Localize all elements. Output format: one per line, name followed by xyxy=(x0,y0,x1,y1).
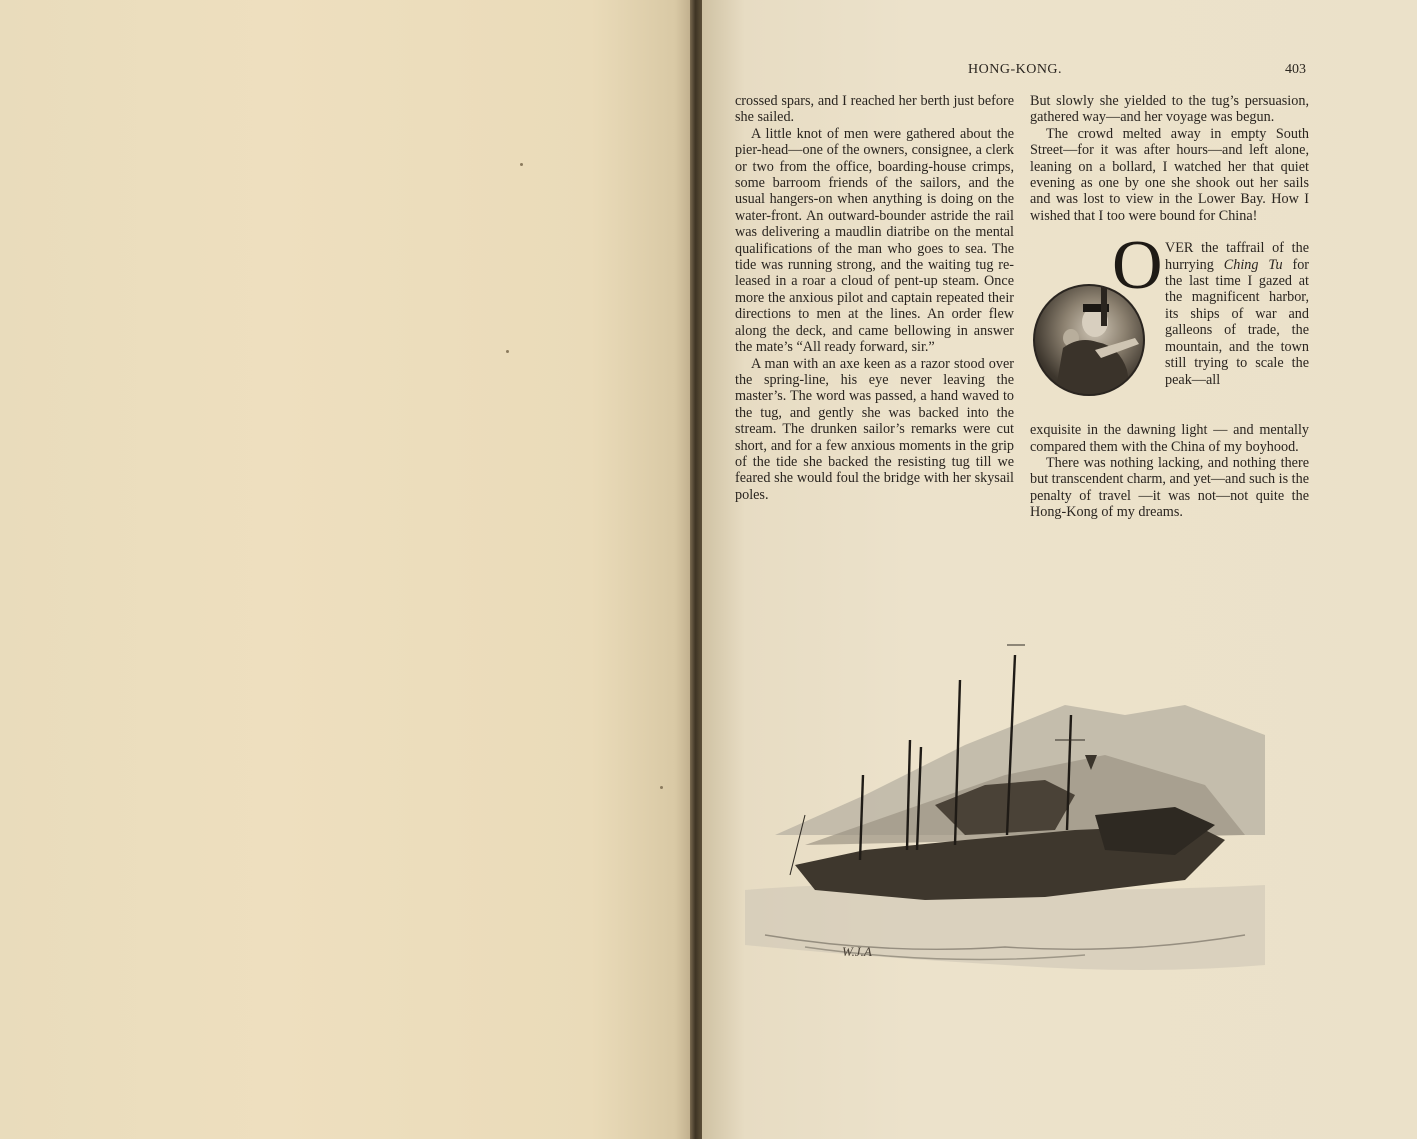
running-head: HONG-KONG. xyxy=(968,62,1063,77)
harbor-junks-illustration xyxy=(745,635,1265,975)
text-column-left xyxy=(735,93,1014,503)
paragraph-start: VER the taffrail of the hurrying xyxy=(1165,240,1309,273)
paragraph: exquisite in the dawning light — and mentally compared them with the China of my boyhood. xyxy=(1030,422,1309,455)
book-gutter xyxy=(690,0,702,1139)
drop-cap-paragraph xyxy=(1165,240,1309,388)
paragraph: The crowd melted away in empty South Street—for it was after hours—and left alone, leaning on a bollard, I watched her that quiet evening as one by one she shook out her sails and was lost to view in the Lower Bay. How I wished that I too were bound for China! xyxy=(1030,125,1309,224)
paper-speck xyxy=(520,163,523,166)
paragraph-middle: for the last time I gazed at the magnificent harbor, its ships of war and galleons of trade, the mountain, and the town still trying to scale the peak—all xyxy=(1165,256,1310,388)
paper-speck xyxy=(506,350,509,353)
artist-signature: W.J.A xyxy=(842,944,872,959)
paragraph: A man with an axe keen as a razor stood over the spring-line, his eye never leaving the master’s. The word was passed, a hand waved to the tug, and gently she was backed into the stream. The drunken sailor’s remarks were cut short, and for a few anxious moments in the grip of the tide she backed the resisting tug till we feared she would foul the bridge with her skysail poles. xyxy=(735,355,1014,503)
page-number: 403 xyxy=(1285,62,1306,77)
text-column-right xyxy=(1030,93,1309,521)
paper-speck xyxy=(660,786,663,789)
paragraph: crossed spars, and I reached her berth just before she sailed. xyxy=(735,93,1014,126)
paragraph: A little knot of men were gathered about the pier-head—one of the owners, consignee, a clerk or two from the office, boarding-house crimps, some barroom friends of the sailors, and the usual hangers-on when anything is doing on the water-front. An outward-bounder astride the rail was delivering a maudlin diatribe on the mental qualifications of the man who goes to sea. The tide was running strong, and the waiting tug released in a roar a cloud of pent-up steam. Once more the anxious pilot and captain repeated their directions to men at the lines. An order flew along the deck, and came bellowing in answer the mate’s “All ready forward, sir.” xyxy=(735,125,1014,356)
left-page-blank xyxy=(0,0,696,1139)
drop-cap-block xyxy=(1030,227,1310,422)
ship-name: Ching Tu xyxy=(1223,256,1283,273)
drop-cap: O xyxy=(1112,227,1163,305)
paragraph: But slowly she yielded to the tug’s persuasion, gathered way—and her voyage was begun. xyxy=(1030,93,1309,126)
paragraph: There was nothing lacking, and nothing there but transcendent charm, and yet—and such is the penalty of travel —it was not—not quite the Hong-Kong of my dreams. xyxy=(1030,455,1309,521)
